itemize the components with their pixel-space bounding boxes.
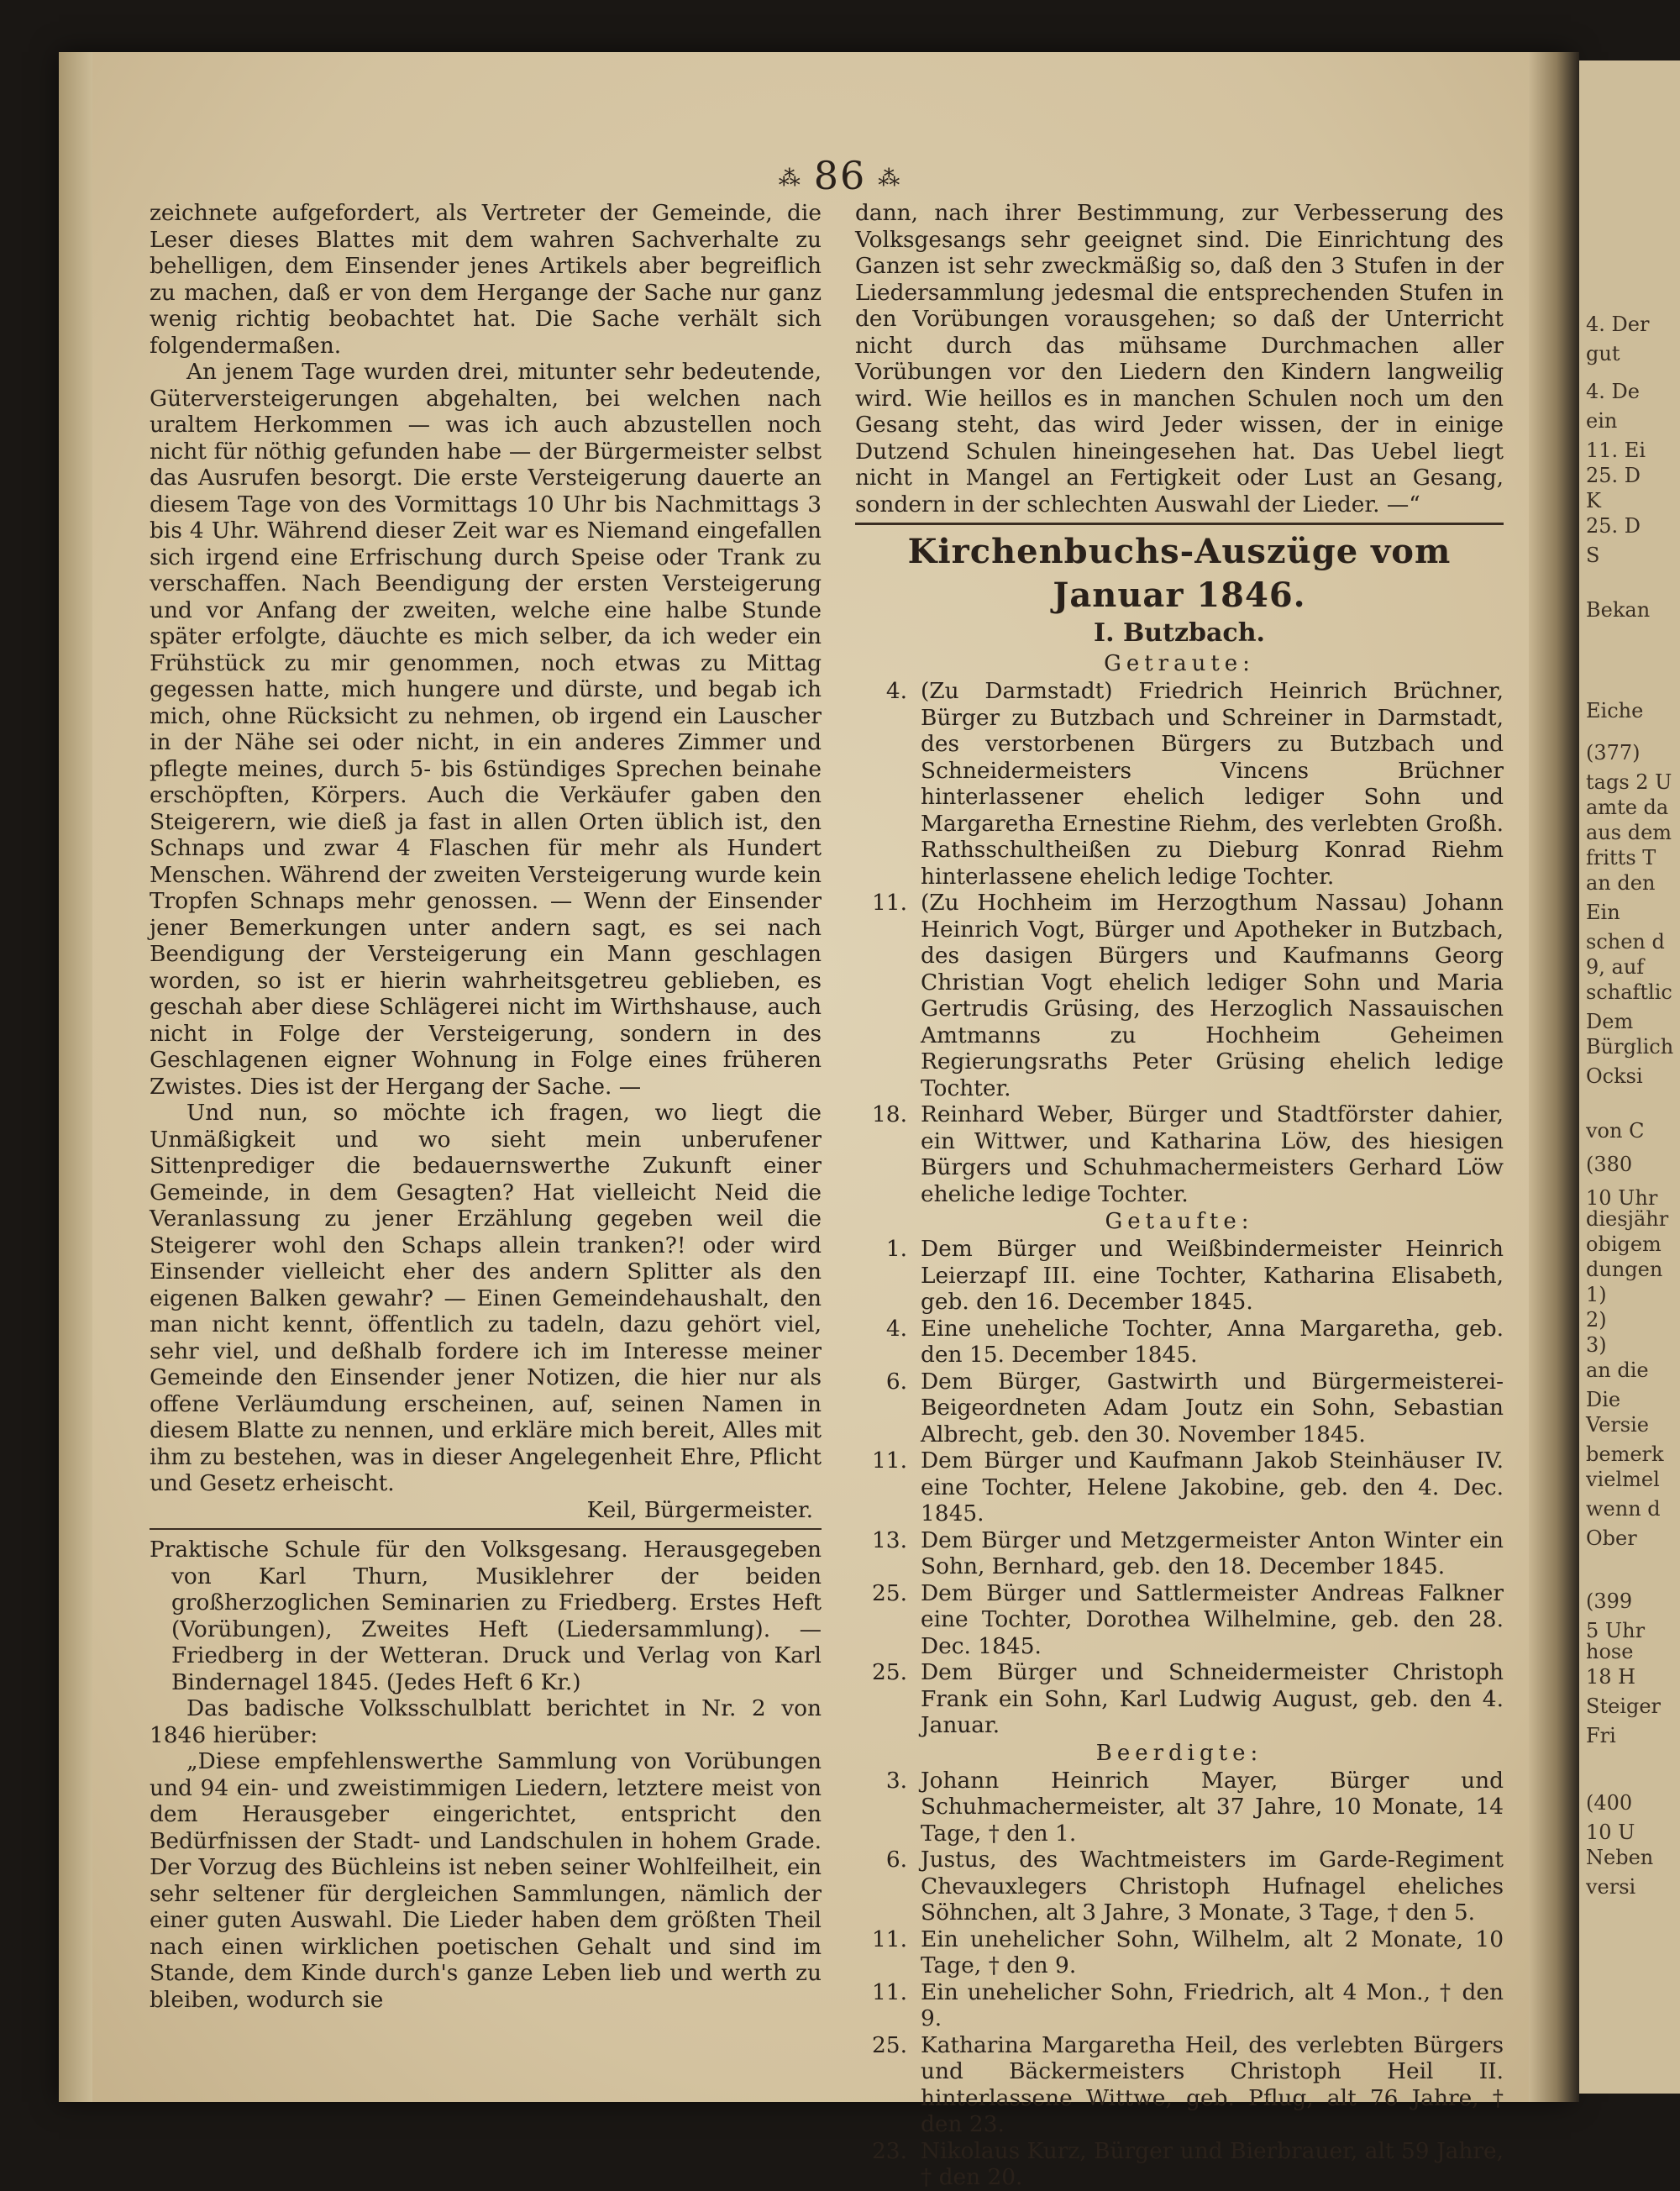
record-day: 25. [872,2031,907,2058]
record-entry [855,1236,1504,1316]
record-day: 11. [872,1448,907,1474]
next-page-fragment: S [1586,544,1600,567]
next-page-fragment: 9, auf [1586,955,1645,979]
record-entry [855,1369,1504,1448]
record-text: Dem Bürger und Schneidermeister Christoph Frank ein Sohn, Karl Ludwig August, geb. den 4. Januar. [921,1659,1504,1738]
record-text: Katharina Margaretha Heil, des verlebten Bürgers und Bäckermeisters Christoph Heil II. hinterlassene Wittwe, geb. Pflug, alt 76 Jahre, † den 23. [921,2031,1504,2137]
next-page-fragment: Ocksi [1586,1064,1643,1088]
review-intro: Das badische Volksschulblatt berichtet in Nr. 2 von 1846 hierüber: [150,1695,822,1748]
next-page-fragment: 1) [1586,1283,1607,1306]
record-text: Dem Bürger und Weißbindermeister Heinrich Leierzapf III. eine Tochter, Katharina Elisabeth, geb. den 16. December 1845. [921,1236,1504,1315]
page-stack-edge [59,52,92,2102]
next-page-fragment: schaftlic [1586,980,1672,1004]
next-page-fragment: Bekan [1586,598,1651,622]
record-day: 11. [872,1978,907,2005]
record-entry [855,1659,1504,1739]
section-divider [855,523,1504,525]
record-entry [855,1979,1504,2032]
next-page-fragment: an die [1586,1358,1649,1382]
next-page-fragment: Fri [1586,1724,1616,1747]
section-heading: Beerdigte: [1095,1740,1263,1766]
record-text: Dem Bürger und Metzgermeister Anton Winter ein Sohn, Bernhard, geb. den 18. December 1845. [921,1526,1504,1579]
next-page-fragment: 18 H [1586,1665,1636,1689]
record-day: 4. [885,678,907,704]
record-text: Nikolaus Kurz, Bürger und Bierbrauer, alt 59 Jahre, † den 20. [921,2137,1504,2190]
letter-signature: Keil, Bürgermeister. [586,1496,813,1523]
record-text: Eine uneheliche Tochter, Anna Margaretha, geb. den 15. December 1845. [921,1315,1504,1368]
next-page-fragment: Bürglich [1586,1035,1674,1059]
next-page-fragment: an den [1586,871,1656,895]
record-day: 4. [885,1315,907,1342]
next-page-fragment: fritts T [1586,846,1656,870]
record-day: 25. [872,1659,907,1685]
record-entry [855,1580,1504,1660]
record-entry [855,2032,1504,2138]
record-text: Justus, des Wachtmeisters im Garde-Regiment Chevauxlegers Christoph Hufnagel eheliches Söhnchen, alt 3 Jahre, 3 Monate, 3 Tage, † den 5. [921,1847,1504,1926]
section-divider [150,1528,822,1530]
record-text: Ein unehelicher Sohn, Wilhelm, alt 2 Monate, 10 Tage, † den 9. [921,1926,1504,1978]
record-day: 6. [885,1847,907,1873]
next-page-fragment: Steiger [1586,1694,1662,1718]
next-page-fragment: Neben [1586,1846,1654,1869]
section-heading: Getraute: [1104,651,1255,676]
page-header [731,153,949,198]
next-page-fragment: 25. D [1586,514,1641,538]
record-entry [855,1101,1504,1207]
next-page-fragment: 4. De [1586,380,1640,403]
header-ornament-left: ⁂ [778,166,802,192]
letter-paragraph: Und nun, so möchte ich fragen, wo liegt die Unmäßigkeit und wo sieht mein unberufener Sittenprediger die bedauernswerthe Zukunft einer Gemeinde, in dem Gesagten? Hat vielleicht Neid die Veranlassung zu jener Erzählung gegeben weil die Steigerer wohl den Schaps allein tranken?! oder wird Einsender vielleicht eher des andern Splitter als den eigenen Balken gewahr? — Einen Gemeindehaushalt, den man nicht kennt, öffentlich zu tadeln, dazu gehört viel, sehr viel, und deßhalb fordere ich im Interesse meiner Gemeinde den Einsender jener Notizen, die hier nur als offene Verläumdung erscheinen, auf, seinen Namen in diesem Blatte zu nennen, und erkläre mich bereit, Alles mit ihm zu bestehen, was in dieser Angelegenheit Ehre, Pflicht und Gesetz erheischt. [150,1100,822,1496]
record-text: Johann Heinrich Mayer, Bürger und Schuhmachermeister, alt 37 Jahre, 10 Monate, 14 Tage, † den 1. [921,1767,1504,1847]
next-page-fragment: 25. D [1586,464,1641,487]
next-page-fragment: Ober [1586,1526,1637,1550]
next-page-fragment: hose [1586,1640,1634,1663]
church-records-title: Kirchenbuchs-Auszüge vom Januar 1846. [907,532,1452,615]
records-sections [855,649,1504,2191]
next-page-fragment: von C [1586,1119,1645,1143]
next-page-fragment: obigem [1586,1232,1662,1256]
section-heading: Getaufte: [1105,1209,1254,1234]
church-records-subtitle: I. Butzbach. [1094,618,1265,648]
next-page-fragment: aus dem [1586,821,1672,844]
record-text: Ein unehelicher Sohn, Friedrich, alt 4 Mon., † den 9. [921,1978,1504,2031]
next-page-fragment: Ein [1586,901,1620,924]
record-entry [855,1448,1504,1527]
book-gutter [1529,52,1579,2102]
next-page-fragment: wenn d [1586,1497,1661,1521]
next-page-fragment: 2) [1586,1308,1607,1332]
record-day: 3. [885,1767,907,1794]
record-text: Dem Bürger und Kaufmann Jakob Steinhäuser IV. eine Tochter, Helene Jakobine, geb. den 4. Dec. 1845. [921,1448,1504,1526]
record-text: Dem Bürger, Gastwirth und Bürgermeisterei-Beigeordneten Adam Joutz ein Sohn, Sebastian Albrecht, geb. den 30. November 1845. [921,1368,1504,1448]
next-page-fragment: gut [1586,342,1620,365]
next-page-fragment: Dem [1586,1010,1634,1033]
next-page-fragment: 10 Uhr [1586,1186,1658,1210]
record-entry [855,2138,1504,2191]
next-page-fragment: Die [1586,1388,1621,1411]
next-page-edge [1579,60,1680,2094]
record-entry [855,678,1504,890]
next-page-fragment: schen d [1586,930,1665,954]
next-page-fragment: 4. Der [1586,313,1650,336]
letter-paragraph: An jenem Tage wurden drei, mitunter sehr bedeutende, Güterversteigerungen abgehalten, bei welchen nach uraltem Herkommen — was ich auch abzustellen noch nicht für nöthig gefunden habe — der Bürgermeister selbst das Ausrufen besorgt. Die erste Versteigerung dauerte an diesem Tage von des Vormittags 10 Uhr bis Nachmittags 3 bis 4 Uhr. Während dieser Zeit war es Niemand eingefallen sich irgend eine Erfrischung durch Speise oder Trank zu verschaffen. Nach Beendigung der ersten Versteigerung und vor Anfang der zweiten, welche eine halbe Stunde später erfolgte, däuchte es mich selber, da ich weder ein Frühstück zu mir genommen, noch etwas zu Mittag gegessen hatte, mich hungere und dürste, und begab ich mich, ohne Rücksicht zu nehmen, ob irgend ein Lauscher in der Nähe sei oder nicht, in ein anderes Zimmer und pflegte meines, durch 5- bis 6stündiges Sprechen beinahe erschöpften, Körpers. Auch die Verkäufer gaben den Steigerern, wie dieß ja fast in allen Orten üblich ist, den Schnaps und zwar 4 Flaschen für mehr als Hundert Menschen. Während der zweiten Versteigerung wurde kein Tropfen Schnaps mehr genossen. — Wenn der Einsender jener Bemerkungen unter andern sagt, es sei nach Beendigung der Versteigerung ein Mann geschlagen worden, so ist er hierin wahrheitsgetreu geblieben, es geschah aber diese Schlägerei nicht im Wirthshause, auch nicht in Folge der Versteigerung, sondern in des Geschlagenen eigner Wohnung in Folge eines früheren Zwistes. Dies ist der Hergang der Sache. — [150,359,822,1100]
record-entry [855,1316,1504,1369]
next-page-fragment: amte da [1586,796,1669,819]
record-day: 6. [885,1368,907,1395]
header-ornament-right: ⁂ [878,166,902,192]
next-page-fragment: versi [1586,1875,1636,1899]
next-page-fragment: tags 2 U [1586,770,1672,794]
review-title: Praktische Schule für den Volksgesang. Herausgegeben von Karl Thurn, Musiklehrer der beiden großherzoglichen Seminarien zu Friedberg. Erstes Heft (Vorübungen), Zweites Heft (Liedersammlung). — Friedberg in der Wetteran. Druck und Verlag von Karl Bindernagel 1845. (Jedes Heft 6 Kr.) [150,1537,822,1695]
right-column [855,200,1504,2191]
record-text: (Zu Hochheim im Herzogthum Nassau) Johann Heinrich Vogt, Bürger und Apotheker in Butzbach, des dasigen Bürgers und Kaufmanns Georg Christian Vogt ehelich lediger Sohn und Maria Gertrudis Grüsing, des Herzoglich Nassauischen Amtmanns zu Hochheim Geheimen Regierungsraths Peter Grüsing ehelich ledige Tochter. [921,890,1504,1101]
record-entry [855,1768,1504,1847]
left-column [150,200,822,2013]
next-page-fragment: Eiche [1586,699,1644,722]
next-page-fragment: (377) [1586,741,1641,764]
record-entry [855,1527,1504,1580]
record-day: 11. [872,890,907,916]
record-text: Reinhard Weber, Bürger und Stadtförster dahier, ein Wittwer, und Katharina Löw, des hiesigen Bürgers und Schuhmachermeisters Gerhard Löw eheliche ledige Tochter. [921,1101,1504,1207]
record-day: 18. [872,1101,907,1127]
record-day: 11. [872,1926,907,1952]
letter-paragraph: zeichnete aufgefordert, als Vertreter der Gemeinde, die Leser dieses Blattes mit dem wahren Sachverhalte zu behelligen, dem Einsender jenes Artikels aber begreiflich zu machen, daß er von dem Hergange der Sache nur ganz wenig richtig beobachtet hat. Die Sache verhält sich folgendermaßen. [150,200,822,359]
next-page-fragment: bemerk [1586,1442,1664,1466]
next-page-fragment: diesjähr [1586,1207,1669,1231]
next-page-fragment: Versie [1586,1413,1649,1437]
record-day: 1. [885,1236,907,1262]
record-entry [855,1847,1504,1926]
next-page-fragment: vielmel [1586,1468,1660,1491]
next-page-fragment: (380 [1586,1153,1633,1176]
next-page-fragment: dungen [1586,1258,1663,1281]
page-number: 86 [813,153,867,198]
record-day: 23. [872,2137,907,2164]
next-page-fragment: 5 Uhr [1586,1619,1646,1642]
next-page-fragment: 3) [1586,1333,1607,1357]
record-text: Dem Bürger und Sattlermeister Andreas Falkner eine Tochter, Dorothea Wilhelmine, geb. den 28. Dec. 1845. [921,1579,1504,1659]
review-quote: „Diese empfehlenswerthe Sammlung von Vorübungen und 94 ein- und zweistimmigen Liedern, letztere meist von dem Herausgeber eingerichtet, entspricht den Bedürfnissen der Stadt- und Landschulen in hohem Grade. Der Vorzug des Büchleins ist neben seiner Wohlfeilheit, ein sehr seltener für dergleichen Sammlungen, nämlich der einer guten Auswahl. Die Lieder haben dem größten Theil nach einen wirklichen poetischen Gehalt und sind im Stande, dem Kinde durch's ganze Leben lieb und werth zu bleiben, wodurch sie [150,1748,822,2013]
next-page-fragment: 11. Ei [1586,439,1646,462]
next-page-fragment: ein [1586,409,1618,433]
record-day: 25. [872,1579,907,1606]
record-day: 13. [872,1526,907,1553]
next-page-fragment: K [1586,489,1601,512]
record-entry [855,1926,1504,1979]
next-page-fragment: 10 U [1586,1821,1635,1844]
next-page-fragment: (400 [1586,1791,1633,1815]
record-text: (Zu Darmstadt) Friedrich Heinrich Brüchner, Bürger zu Butzbach und Schreiner in Darmstadt, des verstorbenen Bürgers zu Butzbach und Schneidermeisters Vincens Brüchner hinterlassener ehelich lediger Sohn und Margaretha Ernestine Riehm, des verlebten Großh. Rathsschultheißen zu Dieburg Konrad Riehm hinterlassene ehelich ledige Tochter. [921,678,1504,890]
next-page-fragment: (399 [1586,1589,1633,1613]
review-continuation: dann, nach ihrer Bestimmung, zur Verbesserung des Volksgesangs sehr geeignet sind. Die Einrichtung des Ganzen ist sehr zweckmäßig so, daß den 3 Stufen in der Liedersammlung jedesmal die entsprechenden Stufen in den Vorübungen vorausgehen; so daß der Unterricht nicht durch das mühsame Durchmachen aller Vorübungen vor den Liedern den Kindern langweilig wird. Wie heillos es in manchen Schulen noch um den Gesang steht, das wird Jeder wissen, der in einige Dutzend Schulen hineingesehen hat. Das Uebel liegt nicht in Mangel an Fertigkeit oder Lust an Gesang, sondern in der schlechten Auswahl der Lieder. —“ [855,200,1504,518]
record-entry [855,890,1504,1101]
